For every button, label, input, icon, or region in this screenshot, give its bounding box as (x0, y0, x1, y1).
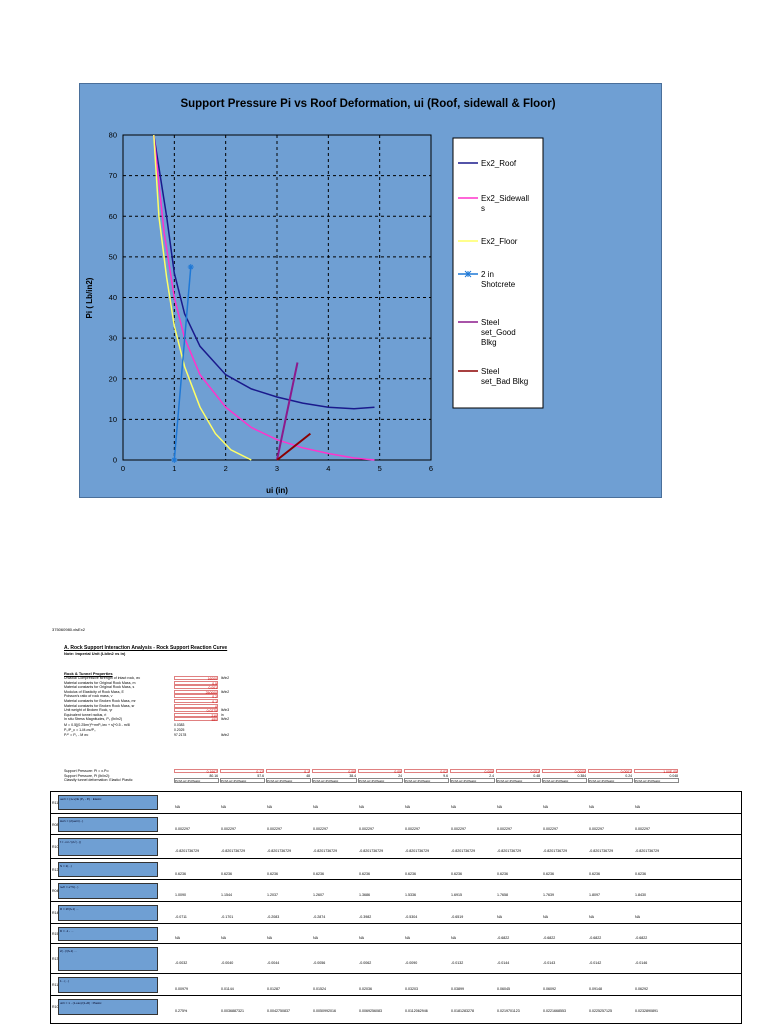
sheet-note: Note: Imperial Unit (Lb/in2 vs in) (64, 651, 126, 656)
formula-value-cell: 0.6236 (313, 871, 324, 876)
formula-value-cell: 0.0050992016 (313, 1009, 336, 1013)
property-label: Poisson's ratio of rock mass, ν (64, 694, 113, 699)
ratio-cell: 0.05 (358, 769, 402, 773)
formula-value-cell: -0.0142 (589, 961, 602, 965)
formula-image: f = -mr / (2√(...)) (58, 838, 158, 856)
calc-label: Pᵢᶜʳ = P₀ - M σc (64, 732, 89, 737)
formula-value-cell: NA (175, 804, 180, 809)
formula-value-cell: NA (589, 915, 594, 919)
formula-value-cell: 0.6236 (405, 871, 416, 876)
property-unit: lb/in2 (221, 717, 230, 722)
x-tick-label: 5 (377, 464, 382, 473)
formula-value-cell: NA (359, 936, 364, 940)
property-unit: lb/in2 (221, 676, 230, 680)
formula-value-cell: 0.01524 (313, 987, 326, 991)
formula-value-cell: 0.0221668553 (543, 1009, 566, 1013)
formula-value-cell: 1.0090 (175, 893, 186, 897)
calc-value: 0.0383 (174, 723, 185, 727)
y-tick-label: 70 (108, 171, 117, 181)
property-label: Material constants for Original Rock Mass, m (64, 680, 136, 685)
formula-value-cell: 0.0036887321 (221, 1009, 244, 1013)
chart-panel (79, 83, 662, 498)
formula-value-cell: NA (543, 804, 548, 809)
formula-row (51, 973, 741, 995)
chart-title: Support Pressure Pi vs Roof Deformation, ui (Roof, sidewall & Floor) (180, 98, 556, 110)
x-tick-label: 4 (326, 464, 331, 473)
formula-row (51, 943, 741, 973)
formula-value-cell: 1.6915 (451, 893, 462, 897)
formula-value-cell: 0.03899 (451, 987, 464, 991)
pressure-cell: 0.384 (577, 773, 586, 778)
formula-value-cell: -0.0090 (405, 961, 418, 965)
property-label: In situ Stress Magnitudes, P₀ (lb/in2) (64, 717, 123, 722)
classify-cell: Pi<M.σc>Pi.Plastic (634, 778, 679, 783)
formula-value-cell: 0.6236 (451, 871, 462, 876)
formula-value-cell: 0.275% (175, 1009, 188, 1013)
formula-value-cell: 0.6236 (635, 871, 646, 876)
formula-value-cell: -0.0040 (221, 961, 234, 965)
formula-value-cell: 0.0181283278 (451, 1009, 474, 1013)
formula-value-cell: NA (543, 915, 548, 919)
y-tick-label: 80 (108, 130, 117, 140)
formula-image: ui/ri = 1 - (1-εav)/(1+R) : Plastic (58, 999, 158, 1015)
formula-value-cell: 0.002297 (313, 826, 328, 831)
formula-value-cell: 0.002297 (451, 826, 466, 831)
formula-value-cell: NA (451, 936, 456, 940)
formula-value-cell: -0.8201736729 (405, 849, 430, 853)
calc-label: P₀/P_c = 1-M-σc/P₀ (64, 727, 96, 732)
y-tick-label: 0 (112, 455, 117, 465)
ratio-cell: 0.0001 (588, 769, 632, 773)
y-tick-label: 50 (108, 252, 117, 262)
classify-cell: Pi<M.σc>Pi.Plastic (404, 778, 449, 783)
formula-value-cell: -0.8201736729 (589, 849, 614, 853)
ratio-cell: 0.001 (496, 769, 540, 773)
classify-cell: Pi<M.σc>Pi.Plastic (174, 778, 219, 783)
property-value: 0.5 (174, 681, 218, 685)
calc-value: 0.2025 (174, 727, 185, 732)
property-label: Material constants for Broken Rock Mass, sr (64, 703, 135, 708)
formula-value-cell: 0.06045 (497, 987, 510, 991)
formula-value-cell: 1.3686 (359, 893, 370, 897)
formula-row-label: R11 (52, 983, 59, 987)
formula-value-cell: -0.0144 (497, 961, 510, 965)
legend-label-5: Steel set_Bad Blkg (481, 367, 529, 386)
formula-value-cell: NA (267, 936, 272, 940)
classify-cell: Pi<M.σc>Pi.Plastic (220, 778, 265, 783)
formula-image: N = 2(...) (58, 862, 158, 877)
formula-value-cell: 0.0042750837 (267, 1009, 290, 1013)
formula-value-cell: -0.8201736729 (497, 849, 522, 853)
formula-value-cell: -0.8201736729 (221, 849, 246, 853)
formula-value-cell: 0.0232890891 (635, 1009, 658, 1013)
formula-value-cell: 0.6236 (175, 871, 186, 876)
y-axis-label: Pi ( Lb/in2) (85, 277, 94, 319)
formula-value-cell: -0.0132 (451, 961, 464, 965)
formula-value-cell: -0.6822 (589, 936, 602, 940)
row-label-support-pressure: Support Pressure, Pi (lb/in2): (64, 773, 111, 778)
formula-value-cell: 0.0225257125 (589, 1009, 612, 1013)
formula-image: ue/ri = (1+ν)/E (P₀ - Pᵢ) : Elastic (58, 795, 158, 810)
formula-value-cell: 0.6236 (267, 871, 278, 876)
formula-row-label: R15 (52, 932, 59, 936)
formula-row-label: R11 (52, 800, 59, 805)
sheet-title: A. Rock Support Interaction Analysis - Rock Support Reaction Curve (64, 645, 228, 651)
ratio-cell: 0.1 (266, 769, 310, 773)
formula-value-cell: NA (497, 804, 502, 809)
formula-value-cell: -0.0143 (543, 961, 556, 965)
formula-value-cell: NA (635, 915, 640, 919)
formula-value-cell: 0.06292 (635, 987, 648, 991)
spreadsheet-printout (50, 627, 750, 1024)
property-label: Material constants for Broken Rock Mass, mr (64, 699, 136, 703)
formula-value-cell: -0.0032 (175, 961, 188, 965)
formula-value-cell: -0.8201736729 (543, 849, 568, 853)
formula-value-cell: 0.03203 (405, 987, 418, 991)
formula-value-cell: -0.6519 (451, 915, 464, 919)
formula-value-cell: 0.002297 (267, 826, 282, 831)
formula-value-cell: 1.7639 (543, 893, 554, 897)
formula-value-cell: -0.8201736729 (359, 849, 384, 853)
ratio-cell: 1.00E-05 (634, 769, 678, 773)
pressure-cell: 0.24 (625, 773, 632, 778)
formula-value-cell: 0.002297 (497, 826, 512, 831)
formula-value-cell: 0.6236 (589, 871, 600, 876)
pressure-cell: 80.16 (209, 773, 218, 778)
property-value: 250000 (174, 690, 218, 694)
formula-row-label: R04 (52, 889, 59, 893)
formula-value-cell: 0.0219701123 (497, 1009, 520, 1013)
calc-value: 97.2178 (174, 732, 187, 737)
property-label: Uniaxial Compressive strength of intact rock, σc (64, 676, 141, 680)
formula-value-cell: 0.02036 (359, 987, 372, 991)
property-unit: lb/in2 (221, 689, 230, 694)
pressure-cell: 57.6 (257, 773, 264, 778)
sheet-file-name: 375060980.xlsEx2 (52, 627, 85, 632)
formula-value-cell: 1.8097 (589, 893, 600, 897)
property-label: Unit weight of Broken Rock, γr (64, 708, 113, 713)
x-tick-label: 0 (120, 464, 126, 473)
formula-value-cell: NA (451, 804, 456, 809)
calc-unit: lb/in2 (221, 732, 230, 737)
formula-row (51, 879, 741, 901)
pressure-cell: 24 (398, 773, 402, 778)
sheet-section-heading: Rock & Tunnel Properties (64, 671, 113, 676)
property-unit: in (221, 712, 224, 717)
formula-value-cell: -0.6822 (497, 936, 510, 940)
formula-value-cell: 0.002297 (175, 826, 190, 831)
property-value: 0.0275 (174, 708, 218, 712)
formula-value-cell: 0.002297 (221, 826, 236, 831)
calc-label: M = 0.5[(0.25mr)²+mrP₀/σc + s]^0.5 - m/8 (64, 723, 130, 727)
classify-cell: Pi<M.σc>Pi.Plastic (450, 778, 495, 783)
formula-row-label: R10 (52, 1005, 59, 1009)
pressure-cell: 0.048 (669, 773, 678, 778)
formula-value-cell: NA (589, 804, 594, 809)
formula-grid (50, 791, 742, 1024)
formula-value-cell: 0.00979 (175, 987, 188, 991)
x-tick-label: 1 (172, 464, 177, 473)
formula-image: D = -1 - ... (58, 927, 158, 941)
property-value: 0.001 (174, 685, 218, 689)
formula-value-cell: 0.6236 (497, 871, 508, 876)
pressure-cell: 38.4 (349, 773, 356, 778)
ratio-cell: 0.0005 (542, 769, 586, 773)
ratio-cell: 0.08 (312, 769, 356, 773)
property-label: Modulus of Elasticity of Rock Mass, E (64, 689, 124, 694)
pressure-cell: 2.4 (489, 773, 494, 778)
formula-row-label: R14 (52, 911, 59, 915)
formula-value-cell: NA (267, 804, 272, 809)
formula-value-cell: -0.0044 (267, 961, 280, 965)
property-unit: lb/in3 (221, 708, 230, 713)
y-tick-label: 60 (108, 211, 117, 221)
formula-value-cell: NA (313, 804, 318, 809)
legend-label-2: Ex2_Floor (481, 237, 518, 246)
row-label-support-pressure-ratio: Support Pressure: Pi = x.Po (64, 769, 109, 773)
formula-value-cell: -0.2083 (267, 915, 280, 919)
legend-label-1: Ex2_Sidewall s (481, 194, 530, 213)
property-value: 480 (174, 717, 218, 721)
formula-value-cell: 0.6236 (221, 871, 232, 876)
ratio-cell: 0.1667 (174, 769, 218, 773)
chart-svg (80, 84, 663, 499)
formula-value-cell: NA (405, 936, 410, 940)
formula-value-cell: -0.6822 (543, 936, 556, 940)
x-tick-label: 6 (428, 464, 434, 473)
formula-image: 1 - (...) (58, 977, 158, 993)
formula-image: R = 2f/(f+1) ... (58, 905, 158, 921)
classify-cell: Pi<M.σc>Pi.Plastic (588, 778, 633, 783)
formula-value-cell: -0.0146 (635, 961, 648, 965)
formula-value-cell: 0.0112062946 (405, 1009, 428, 1013)
y-tick-label: 40 (108, 293, 117, 302)
formula-value-cell: NA (175, 936, 180, 940)
formula-value-cell: -0.5304 (405, 915, 418, 919)
formula-value-cell: 1.2037 (267, 893, 278, 897)
formula-value-cell: NA (221, 804, 226, 809)
formula-row (51, 995, 741, 1017)
formula-value-cell: 0.002297 (543, 826, 558, 831)
formula-value-cell: 0.002297 (405, 826, 420, 831)
formula-value-cell: -0.8201736729 (451, 849, 476, 853)
formula-value-cell: -0.8201736729 (267, 849, 292, 853)
formula-value-cell: NA (359, 804, 364, 809)
formula-row (51, 813, 741, 834)
legend-label-3: 2 in Shotcrete (481, 270, 516, 289)
formula-image: Δv/v = (2(ue/ri)...) (58, 817, 158, 832)
formula-value-cell: 0.6236 (359, 871, 370, 876)
formula-value-cell: -0.3982 (359, 915, 372, 919)
formula-value-cell: 0.09148 (589, 987, 602, 991)
property-value: 0.1 (174, 699, 218, 703)
classify-cell: Pi<M.σc>Pi.Plastic (266, 778, 311, 783)
pressure-cell: 9.6 (443, 773, 448, 778)
x-tick-label: 2 (223, 464, 228, 473)
classify-cell: Pi<M.σc>Pi.Plastic (358, 778, 403, 783)
formula-row-label: R13 (52, 957, 59, 961)
legend-label-0: Ex2_Roof (481, 159, 517, 168)
formula-value-cell: 0.002297 (589, 826, 604, 831)
property-value: 210 (174, 713, 218, 717)
formula-value-cell: NA (313, 936, 318, 940)
formula-value-cell: 1.5336 (405, 893, 416, 897)
formula-value-cell: NA (497, 915, 502, 919)
formula-value-cell: 0.6236 (543, 871, 554, 876)
formula-value-cell: NA (635, 804, 640, 809)
x-tick-label: 3 (274, 464, 280, 473)
ratio-cell: 0.005 (450, 769, 494, 773)
formula-row (51, 901, 741, 923)
property-value: 16000 (174, 676, 218, 680)
formula-value-cell: 0.002297 (359, 826, 374, 831)
ratio-cell: 0.12 (220, 769, 264, 773)
formula-value-cell: 1.7658 (497, 893, 508, 897)
formula-value-cell: -0.0062 (359, 961, 372, 965)
classify-cell: Pi<M.σc>Pi.Plastic (496, 778, 541, 783)
formula-value-cell: 1.2607 (313, 893, 324, 897)
property-value: 0.2 (174, 694, 218, 698)
formula-row (51, 792, 741, 813)
formula-value-cell: 1.8430 (635, 893, 646, 897)
formula-value-cell: 0.002297 (635, 826, 650, 831)
row-label-classify: Classify tunnel deformation: Elastic/ Plastic (64, 778, 133, 782)
pressure-cell: 48 (306, 773, 310, 778)
property-value: 0 (174, 704, 218, 708)
formula-value-cell: 0.06092 (543, 987, 556, 991)
formula-row-label: R12 (52, 867, 59, 872)
formula-row-label: R08 (52, 822, 59, 827)
pressure-cell: 0.48 (533, 773, 540, 778)
formula-value-cell: -0.8201736729 (635, 849, 660, 853)
formula-value-cell: 1.1544 (221, 893, 232, 897)
formula-row (51, 923, 741, 943)
formula-value-cell: NA (221, 936, 226, 940)
formula-value-cell: -0.8201736729 (313, 849, 338, 853)
formula-value-cell: 0.0069256083 (359, 1009, 382, 1013)
property-label: Equivalent tunnel radius, ri (64, 712, 107, 717)
ratio-cell: 0.02 (404, 769, 448, 773)
formula-image: re/ri = e^N(...) (58, 883, 158, 899)
formula-row (51, 858, 741, 879)
x-axis-label: ui (in) (266, 486, 288, 495)
y-tick-label: 10 (108, 414, 117, 424)
formula-value-cell: -0.2874 (313, 915, 326, 919)
formula-value-cell: -0.1701 (221, 915, 234, 919)
formula-value-cell: 0.01287 (267, 987, 280, 991)
formula-value-cell: -0.6822 (635, 936, 648, 940)
classify-cell: Pi<M.σc>Pi.Plastic (542, 778, 587, 783)
formula-row-label: R10 (52, 845, 59, 849)
formula-value-cell: -0.8201736729 (175, 849, 200, 853)
classify-cell: Pi<M.σc>Pi.Plastic (312, 778, 357, 783)
formula-image: 2(...)/(f+1) ... (58, 947, 158, 971)
formula-value-cell: -0.0056 (313, 961, 326, 965)
legend-label-4: Steel set_Good Blkg (481, 318, 516, 347)
y-tick-label: 30 (108, 333, 117, 343)
formula-value-cell: 0.01144 (221, 987, 234, 991)
formula-value-cell: -0.0711 (175, 915, 187, 919)
formula-value-cell: NA (405, 804, 410, 809)
y-tick-label: 20 (108, 374, 117, 384)
property-label: Material constants for Original Rock Mass, s (64, 685, 135, 690)
formula-row (51, 834, 741, 858)
